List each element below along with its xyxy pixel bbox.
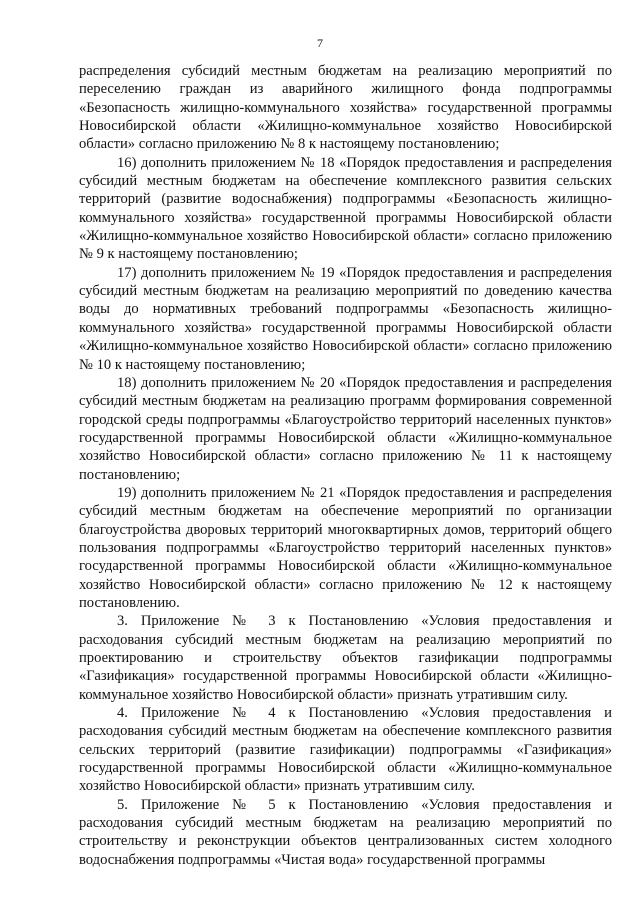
- page-number: 7: [317, 36, 323, 50]
- paragraph-item-17: 17) дополнить приложением № 19 «Порядок предоставления и распределения субсидий местным бюджетам на реализацию мероприятий по доведению качества воды до нормативных требований подпрограммы «Безопасность жилищно-коммунального хозяйства» государственной программы Новосибирской области «Жилищно-коммунальное хозяйство Новосибирской области» согласно приложению № 10 к настоящему постановлению;: [79, 264, 612, 373]
- paragraph-item-18: 18) дополнить приложением № 20 «Порядок предоставления и распределения субсидий местным бюджетам на реализацию программ формирования современной городской среды подпрограммы «Благоустройство территорий населенных пунктов» государственной программы Новосибирской области «Жилищно-коммунальное хозяйство Новосибирской области» согласно приложению № 11 к настоящему постановлению;: [79, 374, 612, 483]
- paragraph-clause-5: 5. Приложение № 5 к Постановлению «Условия предоставления и расходования субсидий местным бюджетам на реализацию мероприятий по строительству и реконструкции объектов централизованных систем холодного водоснабжения подпрограммы «Чистая вода» государственной программы: [79, 796, 612, 868]
- paragraph-continuation: распределения субсидий местным бюджетам на реализацию мероприятий по переселению граждан из аварийного жилищного фонда подпрограммы «Безопасность жилищно-коммунального хозяйства» государственной программы Новосибирской области «Жилищно-коммунальное хозяйство Новосибирской области» согласно приложению № 8 к настоящему постановлению;: [79, 63, 612, 153]
- paragraph-clause-3: 3. Приложение № 3 к Постановлению «Условия предоставления и расходования субсидий местным бюджетам на реализацию мероприятий по проектированию и строительству объектов газификации подпрограммы «Газификация» государственной программы Новосибирской области «Жилищно-коммунальное хозяйство Новосибирской области» признать утратившим силу.: [79, 613, 612, 703]
- paragraph-item-19: 19) дополнить приложением № 21 «Порядок предоставления и распределения субсидий местным бюджетам на обеспечение мероприятий по организации благоустройства дворовых территорий многоквартирных домов, территорий общего пользования подпрограммы «Благоустройство территорий населенных пунктов» государственной программы Новосибирской области «Жилищно-коммунальное хозяйство Новосибирской области» согласно приложению № 12 к настоящему постановлению.: [79, 484, 612, 611]
- document-body: [79, 62, 612, 869]
- paragraph-clause-4: 4. Приложение № 4 к Постановлению «Условия предоставления и расходования субсидий местным бюджетам на обеспечение комплексного развития сельских территорий (развитие газификации) подпрограммы «Газификация» государственной программы Новосибирской области «Жилищно-коммунальное хозяйство Новосибирской области» признать утратившим силу.: [79, 705, 612, 795]
- paragraph-item-16: 16) дополнить приложением № 18 «Порядок предоставления и распределения субсидий местным бюджетам на обеспечение комплексного развития сельских территорий (развитие водоснабжения) подпрограммы «Безопасность жилищно-коммунального хозяйства» государственной программы Новосибирской области «Жилищно-коммунальное хозяйство Новосибирской области» согласно приложению № 9 к настоящему постановлению;: [79, 154, 612, 263]
